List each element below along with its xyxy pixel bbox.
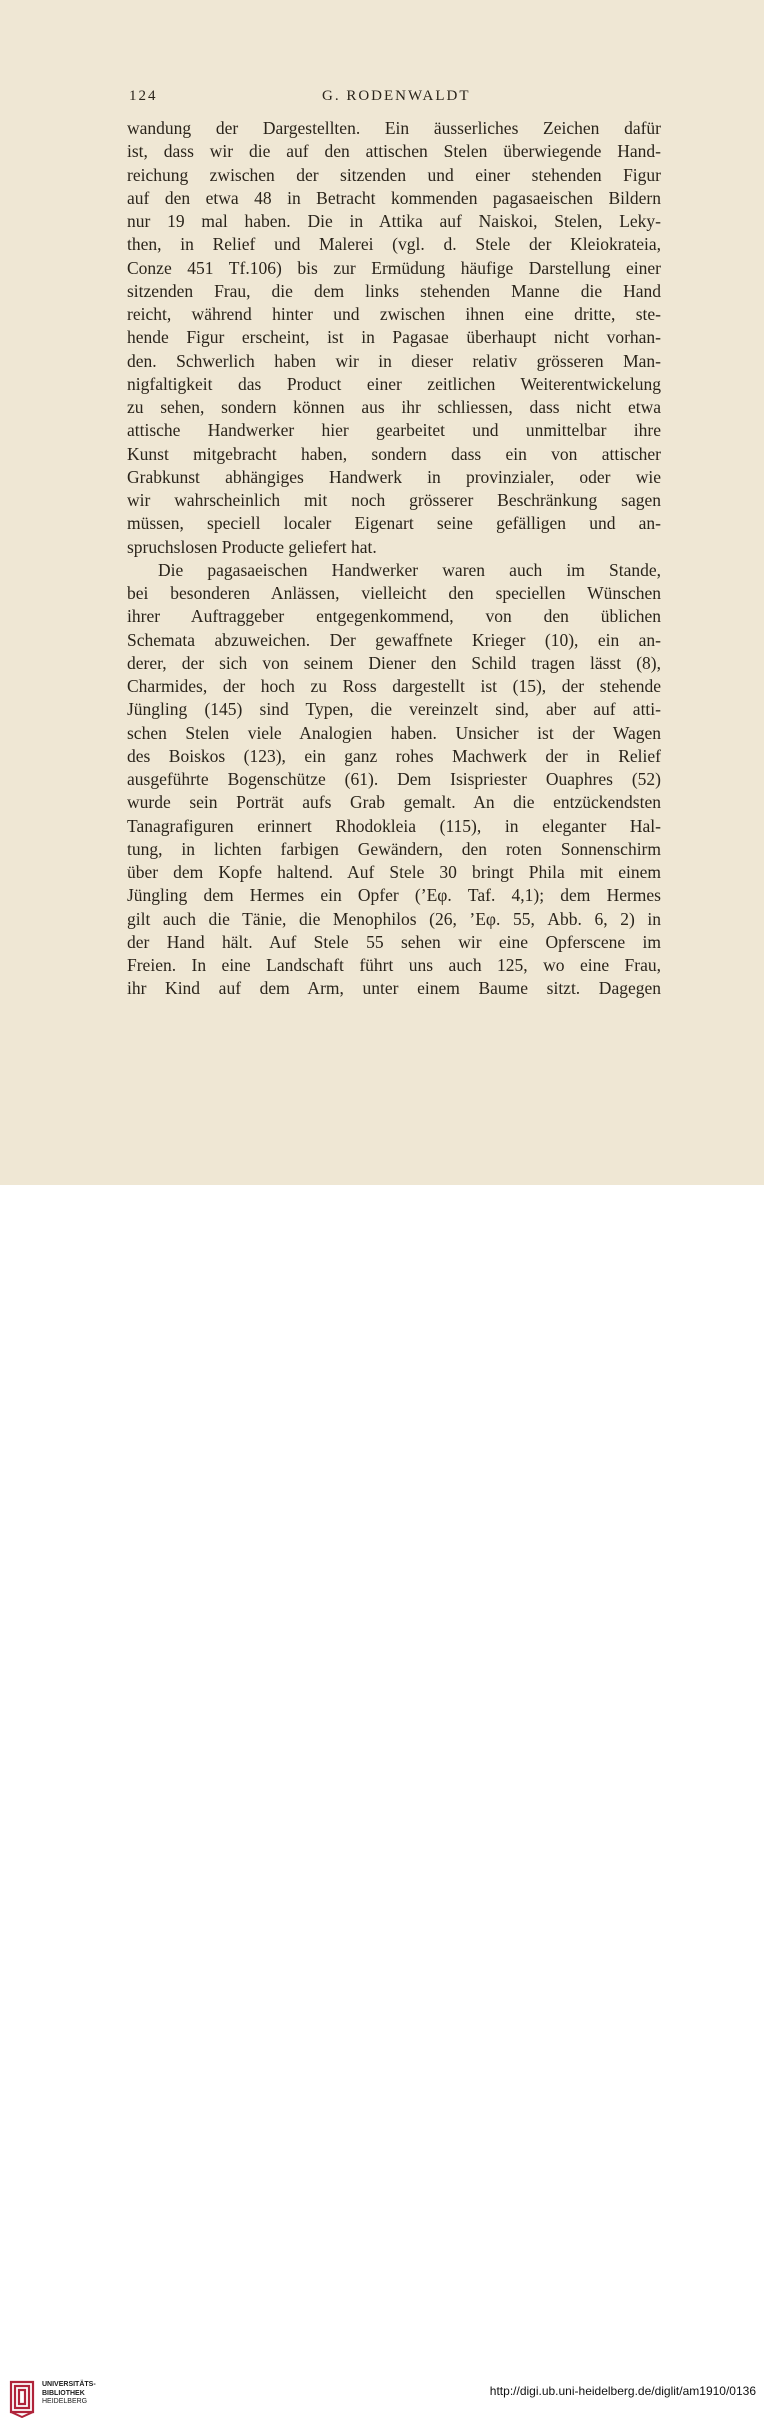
scanned-page bbox=[0, 0, 764, 1185]
text-line: über dem Kopfe haltend. Auf Stele 30 bringt Phila mit einem bbox=[127, 862, 661, 882]
text-line: nigfaltigkeit das Product einer zeitlichen Weiterentwickelung bbox=[127, 373, 661, 394]
text-line: schen Stelen viele Analogien haben. Unsicher ist der Wagen bbox=[127, 722, 661, 743]
library-name bbox=[42, 2381, 96, 2407]
library-name-line3: HEIDELBERG bbox=[42, 2398, 88, 2405]
page-header bbox=[129, 88, 649, 112]
text-line: hende Figur erscheint, ist in Pagasae überhaupt nicht vorhan- bbox=[127, 327, 661, 348]
text-line: Charmides, der hoch zu Ross dargestellt ist (15), der stehende bbox=[127, 676, 661, 696]
text-line: reichung zwischen der sitzenden und einer stehenden Figur bbox=[127, 164, 661, 185]
text-line: wurde sein Porträt aufs Grab gemalt. An die entzückendsten bbox=[127, 792, 661, 813]
text-line: den. Schwerlich haben wir in dieser relativ grösseren Man- bbox=[127, 350, 661, 371]
text-line: Freien. In eine Landschaft führt uns auch 125, wo eine Frau, bbox=[127, 955, 661, 975]
text-line: Jüngling dem Hermes ein Opfer (’Eφ. Taf. 4,1); dem Hermes bbox=[127, 885, 661, 906]
university-library-logo-icon bbox=[7, 2378, 37, 2418]
text-line: sitzenden Frau, die dem links stehenden Manne die Hand bbox=[127, 280, 661, 301]
text-line: ihr Kind auf dem Arm, unter einem Baume sitzt. Dagegen bbox=[127, 978, 661, 999]
text-line: wir wahrscheinlich mit noch grösserer Beschränkung sagen bbox=[127, 490, 661, 510]
text-line: Die pagasaeischen Handwerker waren auch im Stande, bbox=[158, 559, 661, 580]
text-line: Schemata abzuweichen. Der gewaffnete Krieger (10), ein an- bbox=[127, 629, 661, 650]
text-line: nur 19 mal haben. Die in Attika auf Naiskoi, Stelen, Leky- bbox=[127, 211, 661, 231]
text-line: wandung der Dargestellten. Ein äusserliches Zeichen dafür bbox=[127, 118, 661, 138]
text-line: Tanagrafiguren erinnert Rhodokleia (115), in eleganter Hal- bbox=[127, 815, 661, 836]
text-line: Grabkunst abhängiges Handwerk in provinzialer, oder wie bbox=[127, 466, 661, 487]
text-line: ausgeführte Bogenschütze (61). Dem Isispriester Ouaphres (52) bbox=[127, 769, 661, 789]
text-line: then, in Relief und Malerei (vgl. d. Stele der Kleiokrateia, bbox=[127, 234, 661, 255]
text-line: attische Handwerker hier gearbeitet und unmittelbar ihre bbox=[127, 420, 661, 441]
footer-bar bbox=[0, 1185, 764, 2405]
text-line: Kunst mitgebracht haben, sondern dass ein von attischer bbox=[127, 443, 661, 464]
text-line: derer, der sich von seinem Diener den Schild tragen lässt (8), bbox=[127, 652, 661, 673]
body-text bbox=[127, 117, 661, 1001]
text-line: des Boiskos (123), ein ganz rohes Machwerk der in Relief bbox=[127, 745, 661, 766]
running-title: G. RODENWALDT bbox=[322, 88, 471, 104]
text-line: auf den etwa 48 in Betracht kommenden pagasaeischen Bildern bbox=[127, 187, 661, 208]
page-number: 124 bbox=[129, 88, 158, 104]
text-line: zu sehen, sondern können aus ihr schliessen, dass nicht etwa bbox=[127, 397, 661, 417]
text-line: Jüngling (145) sind Typen, die vereinzelt sind, aber auf atti- bbox=[127, 699, 661, 720]
permalink-url[interactable]: http://digi.ub.uni-heidelberg.de/diglit/am1910/0136 bbox=[489, 2384, 756, 2398]
text-line: ist, dass wir die auf den attischen Stelen überwiegende Hand- bbox=[127, 141, 661, 162]
text-line: gilt auch die Tänie, die Menophilos (26, ’Eφ. 55, Abb. 6, 2) in bbox=[127, 908, 661, 929]
text-line: der Hand hält. Auf Stele 55 sehen wir eine Opferscene im bbox=[127, 931, 661, 952]
text-line: reicht, während hinter und zwischen ihnen eine dritte, ste- bbox=[127, 304, 661, 324]
text-line: spruchslosen Producte geliefert hat. bbox=[127, 536, 377, 557]
library-name-line1: UNIVERSITÄTS- bbox=[42, 2381, 96, 2388]
library-name-line2: BIBLIOTHEK bbox=[42, 2389, 85, 2397]
text-line: Conze 451 Tf.106) bis zur Ermüdung häufige Darstellung einer bbox=[127, 257, 661, 278]
text-line: tung, in lichten farbigen Gewändern, den roten Sonnenschirm bbox=[127, 838, 661, 859]
text-line: müssen, speciell localer Eigenart seine gefälligen und an- bbox=[127, 513, 661, 534]
text-line: bei besonderen Anlässen, vielleicht den speciellen Wünschen bbox=[127, 583, 661, 603]
text-line: ihrer Auftraggeber entgegenkommend, von den üblichen bbox=[127, 606, 661, 627]
